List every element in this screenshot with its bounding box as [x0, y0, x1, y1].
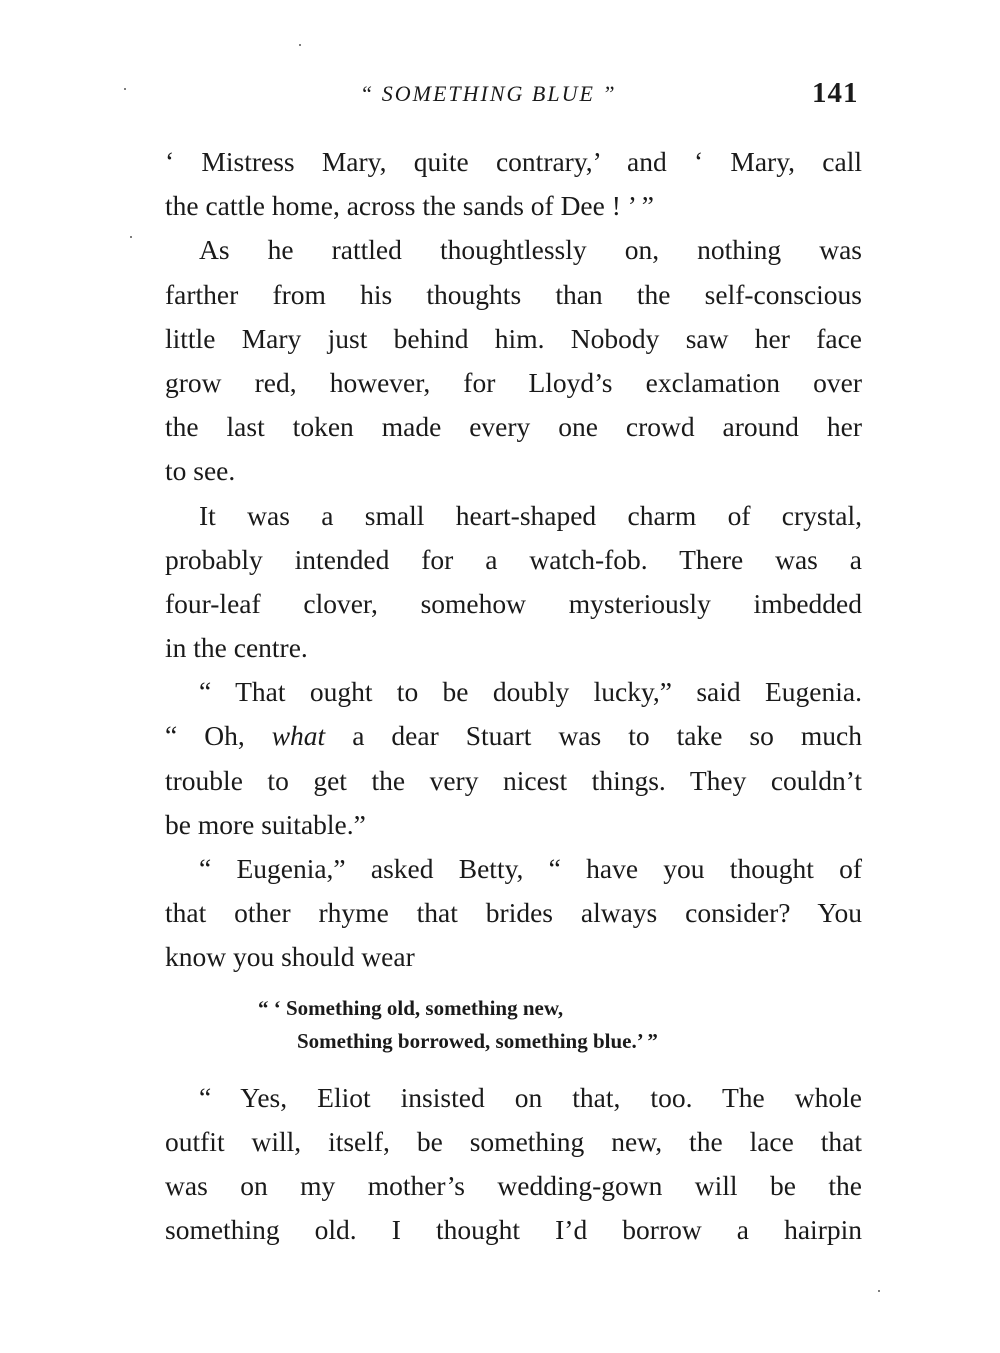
- text-line: to see.: [165, 455, 236, 487]
- verse-line: “ ‘ Something old, something new,: [258, 995, 564, 1020]
- text-line: four-leaf clover, somehow mysteriously imbedded: [165, 587, 862, 619]
- paragraph: [165, 494, 862, 671]
- paragraph: [165, 228, 862, 493]
- text-line: probably intended for a watch-fob. There was a: [165, 543, 862, 575]
- running-head-title: “ SOMETHING BLUE ”: [360, 81, 617, 106]
- text-line: something old. I thought I’d borrow a hairpin: [165, 1214, 862, 1246]
- body-text: [165, 140, 862, 1252]
- text-line: that other rhyme that brides always consider? You: [165, 897, 862, 929]
- text-line: the last token made every one crowd around her: [165, 411, 862, 443]
- text-line-with-emphasis: “ Oh, what a dear Stuart was to take so much: [165, 720, 862, 752]
- text-line: in the centre.: [165, 632, 308, 664]
- text-line: know you should wear: [165, 941, 415, 973]
- running-head: [0, 77, 1000, 117]
- verse-line: Something borrowed, something blue.’ ”: [297, 1028, 658, 1053]
- text-line: was on my mother’s wedding-gown will be the: [165, 1169, 862, 1201]
- text-line: “ Yes, Eliot insisted on that, too. The whole: [199, 1081, 862, 1113]
- verse-quote: [258, 992, 862, 1058]
- text-line: It was a small heart-shaped charm of crystal,: [199, 499, 862, 531]
- text-line: trouble to get the very nicest things. They couldn’t: [165, 764, 862, 796]
- paragraph: [165, 847, 862, 980]
- emphasized-word: what: [271, 720, 326, 752]
- text-line: the cattle home, across the sands of Dee ! ’ ”: [165, 190, 654, 222]
- scan-speck: [124, 88, 126, 90]
- paragraph: [165, 140, 862, 228]
- paragraph: [165, 1076, 862, 1253]
- scan-speck: [878, 1290, 880, 1292]
- text-line: farther from his thoughts than the self-conscious: [165, 278, 862, 310]
- text-line: little Mary just behind him. Nobody saw her face: [165, 322, 862, 354]
- text-line: be more suitable.”: [165, 808, 366, 840]
- scan-speck: [299, 44, 301, 46]
- text-line: ‘ Mistress Mary, quite contrary,’ and ‘ Mary, call: [165, 146, 862, 177]
- text-line: “ Eugenia,” asked Betty, “ have you thought of: [199, 853, 862, 884]
- text-line: As he rattled thoughtlessly on, nothing was: [199, 234, 862, 266]
- text-line: “ That ought to be doubly lucky,” said Eugenia.: [199, 676, 862, 708]
- paragraph: [165, 670, 862, 847]
- text-line: outfit will, itself, be something new, the lace that: [165, 1125, 862, 1157]
- page-number: 141: [812, 77, 859, 109]
- scan-speck: [130, 236, 132, 238]
- text-line: grow red, however, for Lloyd’s exclamation over: [165, 366, 862, 398]
